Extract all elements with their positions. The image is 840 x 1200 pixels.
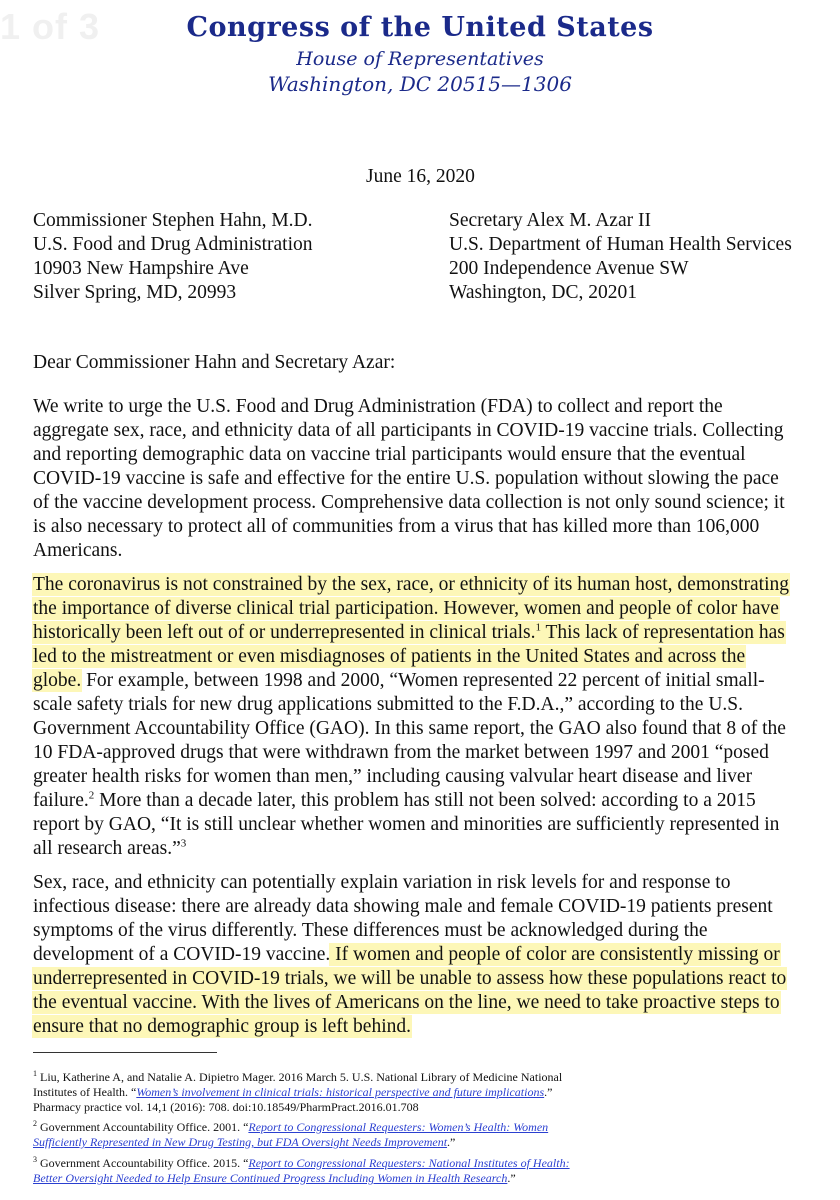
footnote-3 <box>33 1152 823 1186</box>
paragraph-line: all research areas.”$^3$ <box>33 837 187 859</box>
page-count-badge: 1 of 3 <box>0 6 101 47</box>
paragraph-1 <box>33 395 823 563</box>
paragraph-line: scale safety trials for new drug applications submitted to the F.D.A.,” according to the U.S. <box>33 694 744 715</box>
paragraph-line: failure.$^2$ More than a decade later, this problem has still not been solved: according to a 2015 <box>33 789 756 811</box>
footnote-text: Liu, Katherine A, and Natalie A. Dipietro Mager. 2016 March 5. U.S. National Library of Medicine National <box>40 1070 563 1084</box>
recipient-right <box>449 209 792 305</box>
paragraph-line: COVID-19 vaccine is safe and effective for the entire U.S. population without slowing the pace <box>33 468 779 489</box>
paragraph-line: Sex, race, and ethnicity can potentially explain variation in risk levels for and response to <box>33 872 731 893</box>
paragraph-text: development of a COVID-19 vaccine. <box>33 944 331 965</box>
footnote-text: Institutes of Health. “ <box>33 1085 137 1099</box>
letterhead-title: Congress of the United States <box>186 12 654 43</box>
footnote-link[interactable]: Women’s involvement in clinical trials: historical perspective and future implications <box>136 1085 545 1099</box>
footnote-ref-2: 2 <box>88 789 95 802</box>
recipient-right-line: 200 Independence Avenue SW <box>449 258 689 279</box>
paragraph-line: Americans. <box>33 540 123 561</box>
paragraph-line: of the vaccine development process. Comprehensive data collection is not only sound science; it <box>33 492 785 513</box>
recipient-left-line: U.S. Food and Drug Administration <box>33 234 313 255</box>
footnote-mark: 1 <box>33 1069 37 1078</box>
recipient-left-line: 10903 New Hampshire Ave <box>33 258 249 279</box>
paragraph-line: We write to urge the U.S. Food and Drug Administration (FDA) to collect and report the <box>33 396 723 417</box>
letterhead-address: Washington, DC 20515—1306 <box>268 72 572 96</box>
paragraph-line: aggregate sex, race, and ethnicity data of all participants in COVID-19 vaccine trials. Collecting <box>33 420 784 441</box>
footnote-mark: 3 <box>33 1155 37 1164</box>
recipient-left-line: Silver Spring, MD, 20993 <box>33 282 237 303</box>
footnote-mark: 2 <box>33 1119 37 1128</box>
letterhead-subtitle: House of Representatives <box>296 48 544 70</box>
footnote-2 <box>33 1116 823 1150</box>
paragraph-line: symptoms of the virus differently. These differences must be acknowledged during the <box>33 920 708 941</box>
highlighted-text: globe. <box>33 670 82 691</box>
footnote-text: Government Accountability Office. 2001. “ <box>40 1120 249 1134</box>
paragraph-text: For example, between 1998 and 2000, “Women represented 22 percent of initial small- <box>81 670 765 691</box>
footnote-text: .” <box>507 1171 516 1185</box>
highlighted-text: the eventual vaccine. With the lives of Americans on the line, we need to take proactive steps to <box>33 992 780 1013</box>
paragraph-line: report by GAO, “It is still unclear whether women and minorities are sufficiently represented in <box>33 814 780 835</box>
footnote-text: Pharmacy practice vol. 14,1 (2016): 708. doi:10.18549/PharmPract.2016.01.708 <box>33 1100 419 1114</box>
paragraph-line: 10 FDA-approved drugs that were withdrawn from the market between 1997 and 2001 “posed <box>33 742 769 763</box>
recipient-left-line: Commissioner Stephen Hahn, M.D. <box>33 210 313 231</box>
highlighted-text: ensure that no demographic group is left behind. <box>33 1016 411 1037</box>
footnote-text: .” <box>544 1085 553 1099</box>
paragraph-line: is also necessary to protect all of communities from a virus that has killed more than 106,000 <box>33 516 760 537</box>
highlighted-text: led to the mistreatment or even misdiagnoses of patients in the United States and across the <box>33 646 746 667</box>
footnote-text: .” <box>447 1135 456 1149</box>
highlighted-text: The coronavirus is not constrained by the sex, race, or ethnicity of its human host, demonstrating <box>33 574 789 595</box>
highlighted-text: the importance of diverse clinical trial participation. However, women and people of color have <box>33 598 779 619</box>
footnote-link[interactable]: Sufficiently Represented in New Drug Testing, but FDA Oversight Needs Improvement <box>33 1135 448 1149</box>
recipient-left <box>33 209 313 305</box>
salutation: Dear Commissioner Hahn and Secretary Azar: <box>33 352 396 373</box>
recipient-right-line: U.S. Department of Human Health Services <box>449 234 792 255</box>
footnote-ref-1: 1 <box>535 621 541 634</box>
footnote-text: Government Accountability Office. 2015. “ <box>40 1156 249 1170</box>
footnote-ref-3: 3 <box>180 837 187 850</box>
paragraph-line: Government Accountability Office (GAO). In this same report, the GAO also found that 8 of the <box>33 718 786 739</box>
paragraph-line: greater health risks for women than men,” including causing valvular heart disease and liver <box>33 766 753 787</box>
paragraph-line: infectious disease: there are already data showing male and female COVID-19 patients present <box>33 896 773 917</box>
footnote-link[interactable]: Report to Congressional Requesters: Women’s Health: Women <box>248 1120 549 1134</box>
letter-date: June 16, 2020 <box>366 166 475 187</box>
recipient-right-line: Secretary Alex M. Azar II <box>449 210 651 231</box>
paragraph-2 <box>33 573 823 861</box>
paragraph-3 <box>33 871 823 1039</box>
paragraph-line: and reporting demographic data on vaccine trial participants would ensure that the eventual <box>33 444 746 465</box>
highlighted-text: historically been left out of or underrepresented in clinical trials.$^1$ This lack of representation has <box>33 621 785 643</box>
footnote-1 <box>33 1066 823 1115</box>
highlighted-text: underrepresented in COVID-19 trials, we will be unable to assess how these populations react to <box>33 968 787 989</box>
footnote-divider <box>33 1052 217 1053</box>
highlighted-text: If women and people of color are consistently missing or <box>330 944 780 965</box>
footnote-link[interactable]: Better Oversight Needed to Help Ensure Continued Progress Including Women in Health Research <box>33 1171 508 1185</box>
recipient-right-line: Washington, DC, 20201 <box>449 282 638 303</box>
footnote-link[interactable]: Report to Congressional Requesters: National Institutes of Health: <box>248 1156 570 1170</box>
